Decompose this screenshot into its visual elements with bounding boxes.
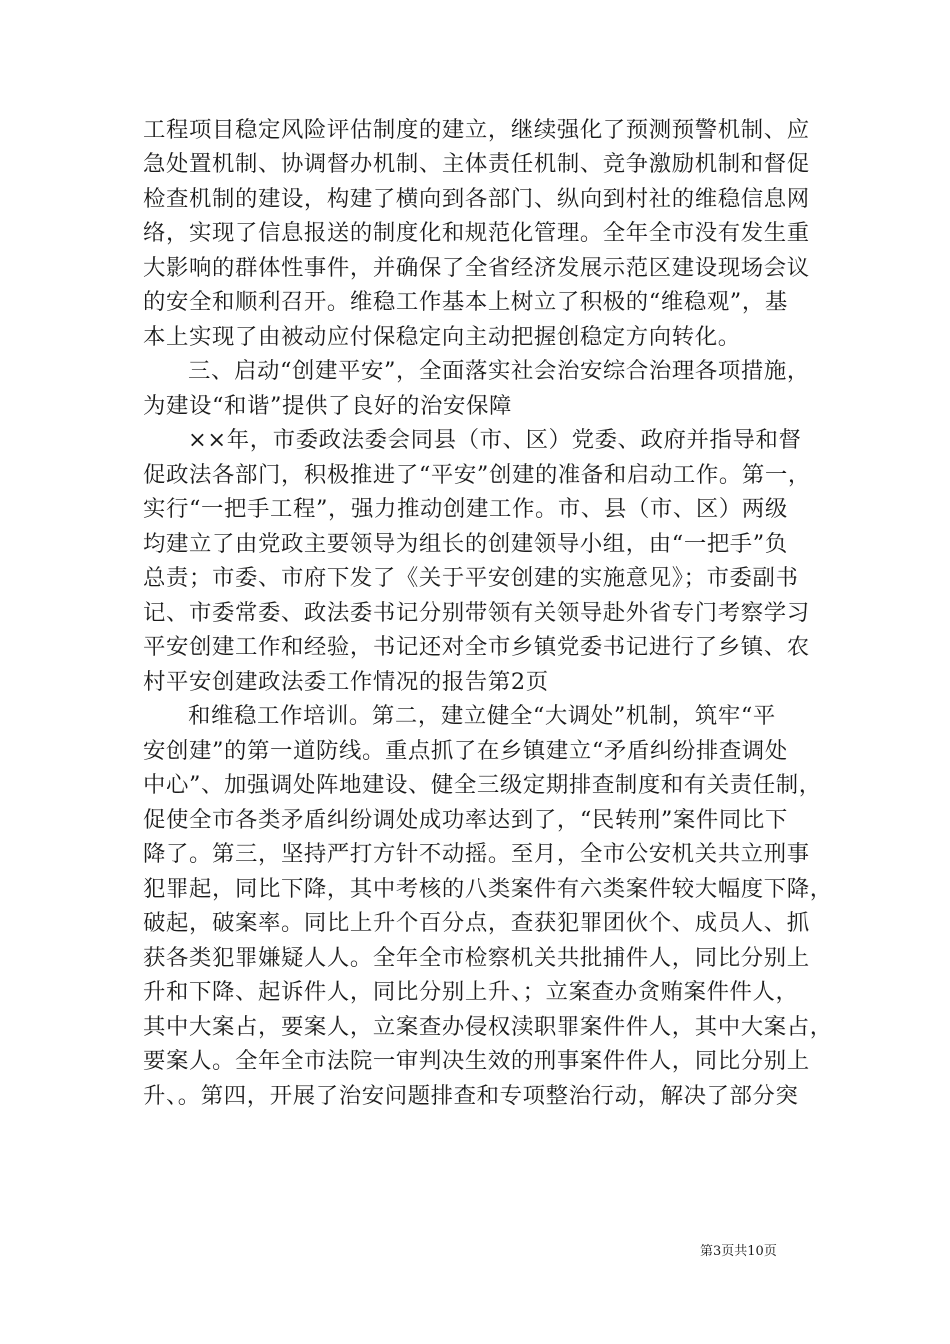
text-line: 获各类犯罪嫌疑人人。全年全市检察机关共批捕件人，同比分别上 (143, 945, 810, 971)
text-line: 降了。第三，坚持严打方针不动摇。至月，全市公安机关共立刑事 (143, 841, 810, 867)
text-line: 大影响的群体性事件，并确保了全省经济发展示范区建设现场会议 (143, 255, 810, 281)
text-line: 络，实现了信息报送的制度化和规范化管理。全年全市没有发生重 (143, 220, 810, 246)
text-line: 本上实现了由被动应付保稳定向主动把握创稳定方向转化。 (143, 324, 741, 350)
text-line: 破起，破案率。同比上升个百分点，查获犯罪团伙个、成员人、抓 (143, 910, 810, 936)
text-line: 的安全和顺利召开。维稳工作基本上树立了积极的“维稳观”，基 (143, 289, 788, 315)
page-number-footer: 第3页共10页 (700, 1244, 777, 1259)
text-line: 促使全市各类矛盾纠纷调处成功率达到了，“民转刑”案件同比下 (143, 807, 788, 833)
text-line: 和维稳工作培训。第二，建立健全“大调处”机制，筑牢“平 (188, 703, 776, 729)
text-line: 均建立了由党政主要领导为组长的创建领导小组，由“一把手”负 (143, 531, 788, 557)
text-line: 工程项目稳定风险评估制度的建立，继续强化了预测预警机制、应 (143, 117, 810, 143)
section-heading-line: 为建设“和谐”提供了良好的治安保障 (143, 393, 512, 419)
text-line: 升、。第四，开展了治安问题排查和专项整治行动，解决了部分突 (143, 1083, 799, 1109)
text-line: 安创建”的第一道防线。重点抓了在乡镇建立“矛盾纠纷排查调处 (143, 738, 788, 764)
text-line: 其中大案占，要案人，立案查办侵权渎职罪案件件人，其中大案占， (143, 1014, 833, 1040)
text-line: 平安创建工作和经验，书记还对全市乡镇党委书记进行了乡镇、农 (143, 634, 810, 660)
text-line: 促政法各部门，积极推进了“平安”创建的准备和启动工作。第一， (143, 462, 811, 488)
text-line: 记、市委常委、政法委书记分别带领有关领导赴外省专门考察学习 (143, 600, 810, 626)
text-line: ××年，市委政法委会同县（市、区）党委、政府并指导和督 (188, 427, 802, 453)
text-line: 急处置机制、协调督办机制、主体责任机制、竞争激励机制和督促 (143, 151, 810, 177)
text-line: 检查机制的建设，构建了横向到各部门、纵向到村社的维稳信息网 (143, 186, 810, 212)
text-line: 要案人。全年全市法院一审判决生效的刑事案件件人，同比分别上 (143, 1048, 810, 1074)
text-line: 中心”、加强调处阵地建设、健全三级定期排查制度和有关责任制， (143, 772, 822, 798)
text-line: 升和下降、起诉件人，同比分别上升、；立案查办贪贿案件件人， (143, 979, 799, 1005)
text-line: 犯罪起，同比下降，其中考核的八类案件有六类案件较大幅度下降， (143, 876, 833, 902)
section-heading-line: 三、启动“创建平安”，全面落实社会治安综合治理各项措施， (188, 358, 810, 384)
text-line: 村平安创建政法委工作情况的报告第2页 (143, 669, 549, 695)
text-line: 总责；市委、市府下发了《关于平安创建的实施意见》；市委副书 (143, 565, 799, 591)
text-line: 实行“一把手工程”，强力推动创建工作。市、县（市、区）两级 (143, 496, 788, 522)
